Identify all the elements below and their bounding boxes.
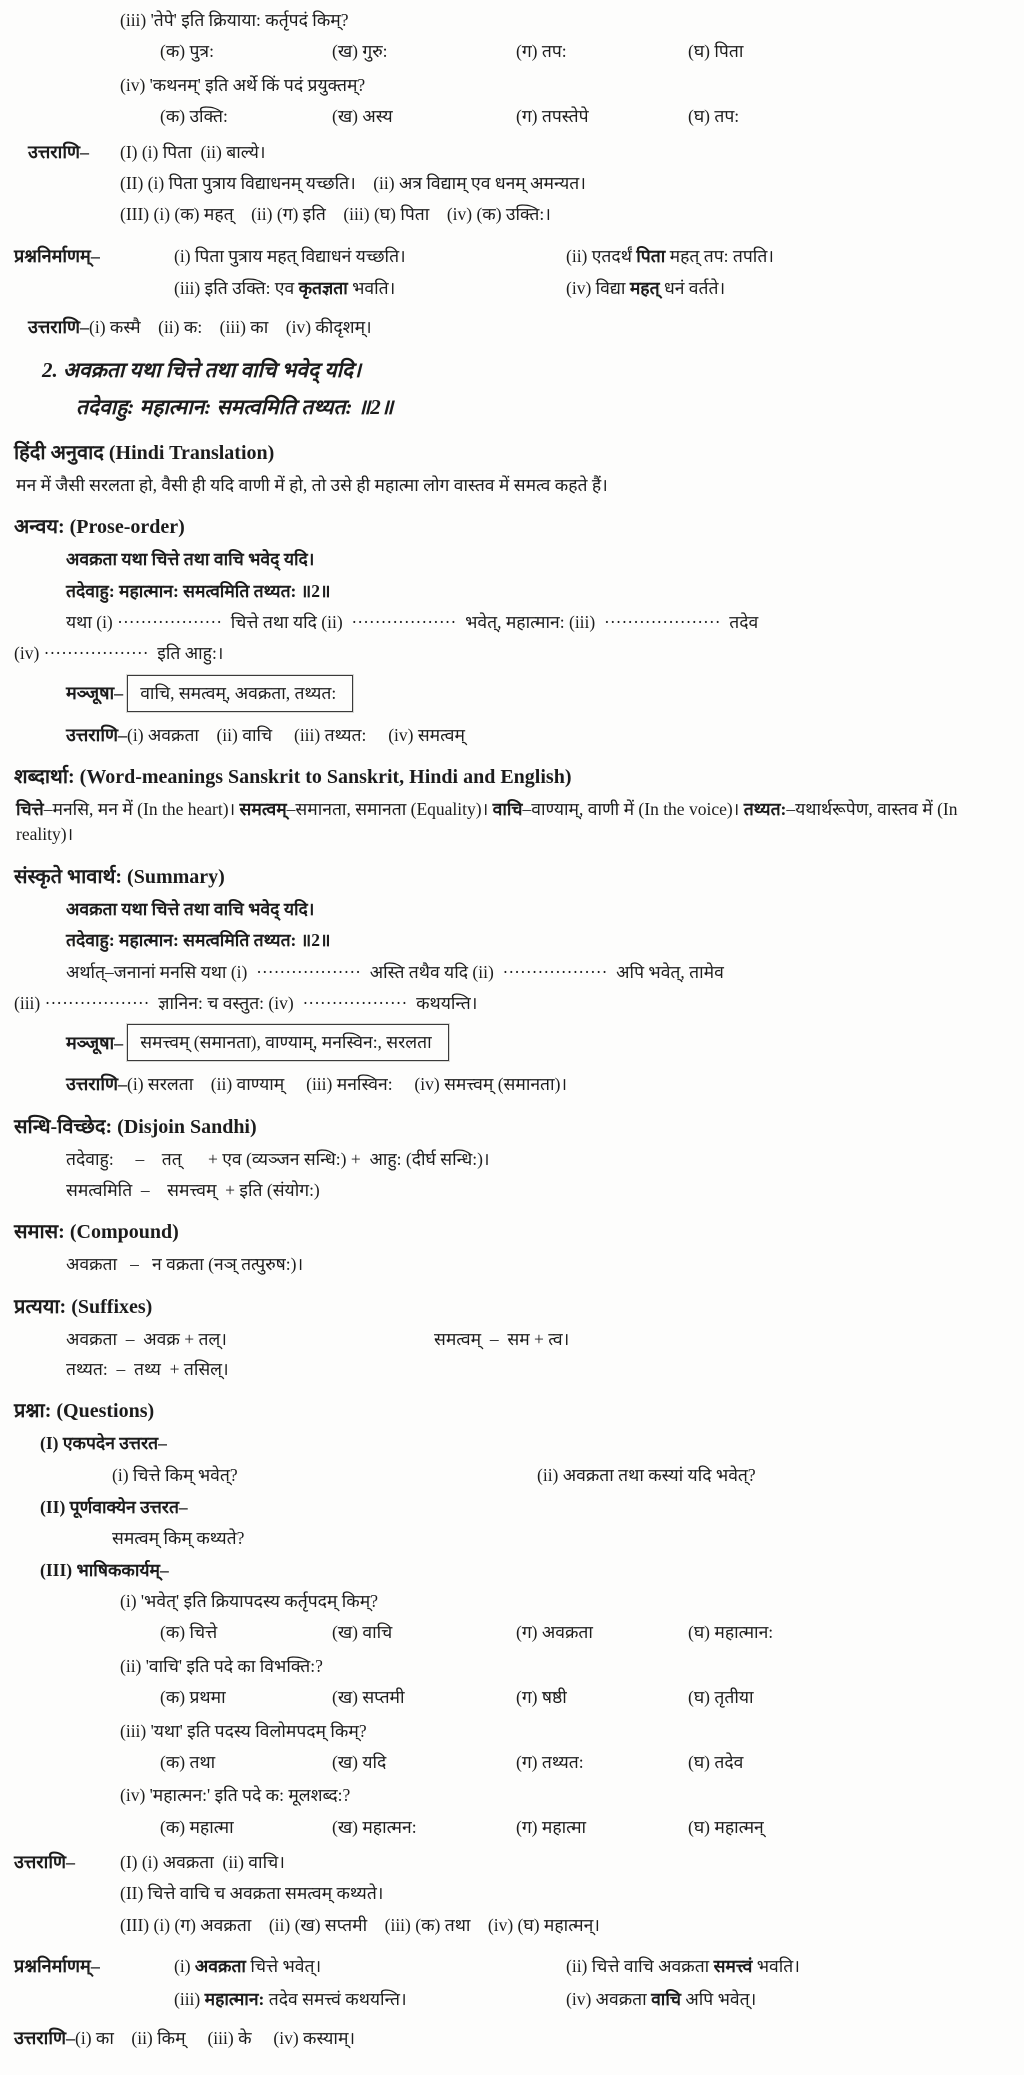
- anvaya-shloka-1: अवक्रता यथा चित्ते तथा वाचि भवेद् यदि।: [66, 549, 315, 570]
- pn-item: (ii) चित्ते वाचि अवक्रता समत्त्वं भवति।: [566, 1956, 800, 1977]
- pn-row: [174, 1987, 1008, 2012]
- answers-line-2: [28, 314, 1008, 340]
- prashna-nirmanam-label: प्रश्ननिर्माणम्–: [14, 245, 100, 266]
- option-kha: (ख) महात्मन:: [332, 1816, 417, 1837]
- prashna-nirmanam-label: प्रश्ननिर्माणम्–: [14, 1956, 100, 1977]
- anvaya-shloka-2: तदेवाहु: महात्मान: समत्वमिति तथ्यत: ॥2॥: [66, 580, 331, 601]
- anvaya-answers-line: [66, 722, 1008, 748]
- answers-label: उत्तराणि–: [66, 724, 128, 745]
- word-meanings-heading: शब्दार्था: (Word-meanings Sanskrit to Sanskrit, Hindi and English): [14, 766, 572, 788]
- option-gha: (घ) पिता: [688, 41, 744, 62]
- pn-item: (i) अवक्रता चित्ते भवेत्।: [174, 1956, 322, 1977]
- pn-row: [174, 1954, 1008, 1979]
- q-III-3: (iii) 'यथा' इति पदस्य विलोमपदम् किम्?: [120, 1720, 367, 1741]
- option-kha: (ख) गुरु:: [332, 41, 388, 62]
- option-gha: (घ) महात्मन्: [688, 1816, 764, 1837]
- q-III-4: (iv) 'महात्मन:' इति पदे क: मूलशब्द:?: [120, 1785, 351, 1806]
- option-ka: (क) प्रथमा: [160, 1687, 226, 1708]
- manjusha-word-box: वाचि, समत्वम्, अवक्रता, तथ्यत:: [127, 675, 353, 712]
- q-part-III-label: (III) भाषिककार्यम्–: [40, 1559, 169, 1580]
- pn-item: (iv) अवक्रता वाचि अपि भवेत्।: [566, 1988, 757, 2009]
- samasa-heading: समास: (Compound): [14, 1221, 179, 1244]
- option-kha: (ख) यदि: [332, 1751, 387, 1772]
- option-ka: (क) चित्ते: [160, 1622, 218, 1643]
- sandhi-heading: सन्धि-विच्छेद: (Disjoin Sandhi): [14, 1115, 257, 1138]
- option-ga: (ग) तथ्यत:: [516, 1751, 584, 1772]
- sandhi-line-2: समत्वमिति – समत्त्वम् + इति (संयोग:): [66, 1180, 320, 1200]
- option-gha: (घ) महात्मान:: [688, 1622, 774, 1643]
- answers-line-final: [14, 2025, 1008, 2051]
- answers-text: (i) कस्मै (ii) क: (iii) का (iv) कीदृशम्।: [89, 317, 372, 338]
- answers-label: उत्तराणि–: [66, 1074, 128, 1095]
- option-gha: (घ) तृतीया: [688, 1687, 754, 1708]
- options-row: [160, 104, 1008, 129]
- answers-text: (i) सरलता (ii) वाण्याम् (iii) मनस्विन: (iv) समत्त्वम् (समानता)।: [127, 1074, 568, 1095]
- answers-label: उत्तराणि–: [14, 2027, 76, 2048]
- anvaya-fill-line-1: यथा (i) ·················· चित्ते तथा यदि (ii) ·················· भवेत्, महात्मान: (iii) ···················· तदेव: [66, 611, 759, 632]
- shloka-line-1: 2. अवक्रता यथा चित्ते तथा वाचि भवेद् यदि।: [42, 357, 362, 382]
- answer-row: (III) (i) (क) महत् (ii) (ग) इति (iii) (घ) पिता (iv) (क) उक्ति:।: [120, 204, 551, 225]
- q-III-1: (i) 'भवेत्' इति क्रियापदस्य कर्तृपदम् किम्?: [120, 1591, 378, 1611]
- manjusha-1: [66, 675, 1008, 712]
- questions-heading: प्रश्ना: (Questions): [14, 1400, 155, 1423]
- pn-item: (ii) एतदर्थं पिता महत् तप: तपति।: [566, 245, 774, 266]
- pn-item: (iii) इति उक्ति: एव कृतज्ञता भवति।: [174, 278, 396, 298]
- anvaya-heading: अन्वय: (Prose-order): [14, 516, 185, 539]
- option-ga: (ग) अवक्रता: [516, 1622, 593, 1643]
- q-item: (i) चित्ते किम् भवेत्?: [112, 1464, 238, 1485]
- options-row: [160, 39, 1008, 64]
- pratyaya-item: अवक्रता – अवक्र + तल्।: [66, 1328, 227, 1349]
- answers-block-2: [14, 1850, 1008, 1944]
- pratyaya-row-1: [66, 1327, 1008, 1351]
- option-ka: (क) उक्ति:: [160, 106, 228, 127]
- option-ga: (ग) तप:: [516, 41, 567, 62]
- question-line-iii: (iii) 'तेपे' इति क्रियाया: कर्तृपदं किम्?: [120, 10, 349, 30]
- option-kha: (ख) सप्तमी: [332, 1687, 405, 1708]
- pratyaya-item: समत्वम् – सम + त्व।: [434, 1328, 570, 1349]
- summary-fill-line-2: (iii) ·················· ज्ञानिन: च वस्तुत: (iv) ·················· कथयन्ति।: [14, 992, 478, 1013]
- manjusha-label: मञ्जूषा–: [66, 1032, 124, 1053]
- answers-text: (i) का (ii) किम् (iii) के (iv) कस्याम्।: [75, 2027, 356, 2048]
- shloka-2: [14, 355, 1008, 424]
- question-line-iv: (iv) 'कथनम्' इति अर्थे किं पदं प्रयुक्तम्?: [120, 74, 366, 95]
- options-row: [160, 1685, 1008, 1710]
- q-part-II-question: समत्वम् किम् कथ्यते?: [112, 1528, 245, 1549]
- options-row: [160, 1815, 1008, 1840]
- option-ga: (ग) महात्मा: [516, 1816, 587, 1837]
- answer-row: (III) (i) (ग) अवक्रता (ii) (ख) सप्तमी (iii) (क) तथा (iv) (घ) महात्मन्।: [120, 1914, 600, 1935]
- options-row: [160, 1750, 1008, 1775]
- option-gha: (घ) तदेव: [688, 1751, 744, 1772]
- q-part-I-row: [112, 1463, 1008, 1488]
- option-ka: (क) पुत्र:: [160, 41, 214, 62]
- option-ga: (ग) षष्ठी: [516, 1687, 567, 1708]
- pn-item: (iv) विद्या महत् धनं वर्तते।: [566, 278, 726, 298]
- pratyaya-row-2: तथ्यत: – तथ्य + तसिल्।: [66, 1358, 229, 1379]
- options-row: [160, 1620, 1008, 1645]
- summary-shloka-2: तदेवाहु: महात्मान: समत्वमिति तथ्यत: ॥2॥: [66, 930, 331, 951]
- answers-label: उत्तराणि–: [28, 317, 90, 338]
- sandhi-line-1: तदेवाहु: – तत् + एव (व्यञ्जन सन्धि:) + आहु: (दीर्घ सन्धि:)।: [66, 1148, 490, 1169]
- answer-row: (II) चित्ते वाचि च अवक्रता समत्वम् कथ्यते।: [120, 1883, 384, 1904]
- answers-label: उत्तराणि–: [28, 141, 90, 162]
- q-part-I-label: (I) एकपदेन उत्तरत–: [40, 1433, 167, 1454]
- summary-answers-line: [66, 1071, 1008, 1097]
- option-gha: (घ) तप:: [688, 106, 740, 127]
- option-ga: (ग) तपस्तेपे: [516, 106, 589, 127]
- option-kha: (ख) वाचि: [332, 1622, 393, 1643]
- samasa-line: अवक्रता – न वक्रता (नञ् तत्पुरुष:)।: [66, 1254, 304, 1275]
- hindi-translation-heading: हिंदी अनुवाद (Hindi Translation): [14, 441, 275, 464]
- q-part-II-label: (II) पूर्णवाक्येन उत्तरत–: [40, 1496, 188, 1517]
- option-ka: (क) महात्मा: [160, 1816, 234, 1837]
- hindi-translation-para: मन में जैसी सरलता हो, वैसी ही यदि वाणी में हो, तो उसे ही महात्मा लोग वास्तव में समत्व कहते हैं।: [16, 474, 608, 495]
- pn-row: [174, 244, 1008, 269]
- answers-label: उत्तराणि–: [14, 1852, 76, 1872]
- answer-row: (II) (i) पिता पुत्राय विद्याधनम् यच्छति। (ii) अत्र विद्याम् एव धनम् अमन्यत।: [120, 172, 586, 193]
- pn-item: (iii) महात्मान: तदेव समत्त्वं कथयन्ति।: [174, 1988, 407, 2009]
- manjusha-label: मञ्जूषा–: [66, 683, 124, 704]
- manjusha-2: [66, 1024, 1008, 1061]
- answer-row: (I) (i) पिता (ii) बाल्ये।: [120, 141, 266, 162]
- anvaya-fill-line-2: (iv) ·················· इति आहु:।: [14, 643, 224, 664]
- q-item: (ii) अवक्रता तथा कस्यां यदि भवेत्?: [537, 1464, 756, 1485]
- summary-heading: संस्कृते भावार्थ: (Summary): [14, 865, 225, 888]
- word-meanings-para: चित्ते–मनसि, मन में (In the heart)। समत्वम्–समानता, समानता (Equality)। वाचि–वाण्याम्, वाणी में (In the voice)। तथ्यत:–यथार्थरूपेण, वास्तव में (In reality)।: [16, 799, 962, 845]
- answers-block-1: [28, 140, 1008, 234]
- option-kha: (ख) अस्य: [332, 106, 393, 127]
- pratyaya-heading: प्रत्यया: (Suffixes): [14, 1295, 153, 1318]
- option-ka: (क) तथा: [160, 1751, 216, 1772]
- mcq-top-section: [14, 8, 1008, 130]
- answers-text: (i) अवक्रता (ii) वाचि (iii) तथ्यत: (iv) समत्वम्: [127, 724, 465, 745]
- shloka-line-2: तदेवाहु: महात्मान: समत्वमिति तथ्यत: ॥2॥: [76, 395, 394, 420]
- summary-fill-line-1: अर्थात्–जनानां मनसि यथा (i) ·················· अस्ति तथैव यदि (ii) ·················· अपि भवेत्, तामेव: [66, 961, 724, 982]
- manjusha-word-box: समत्त्वम् (समानता), वाण्याम्, मनस्विन:, सरलता: [127, 1024, 448, 1061]
- prashna-nirmanam-1: [14, 244, 1008, 309]
- pn-row: [174, 276, 1008, 301]
- prashna-nirmanam-2: [14, 1954, 1008, 2019]
- pn-item: (i) पिता पुत्राय महत् विद्याधनं यच्छति।: [174, 245, 406, 266]
- answer-row: (I) (i) अवक्रता (ii) वाचि।: [120, 1852, 285, 1872]
- q-III-2: (ii) 'वाचि' इति पदे का विभक्ति:?: [120, 1655, 323, 1676]
- summary-shloka-1: अवक्रता यथा चित्ते तथा वाचि भवेद् यदि।: [66, 898, 315, 919]
